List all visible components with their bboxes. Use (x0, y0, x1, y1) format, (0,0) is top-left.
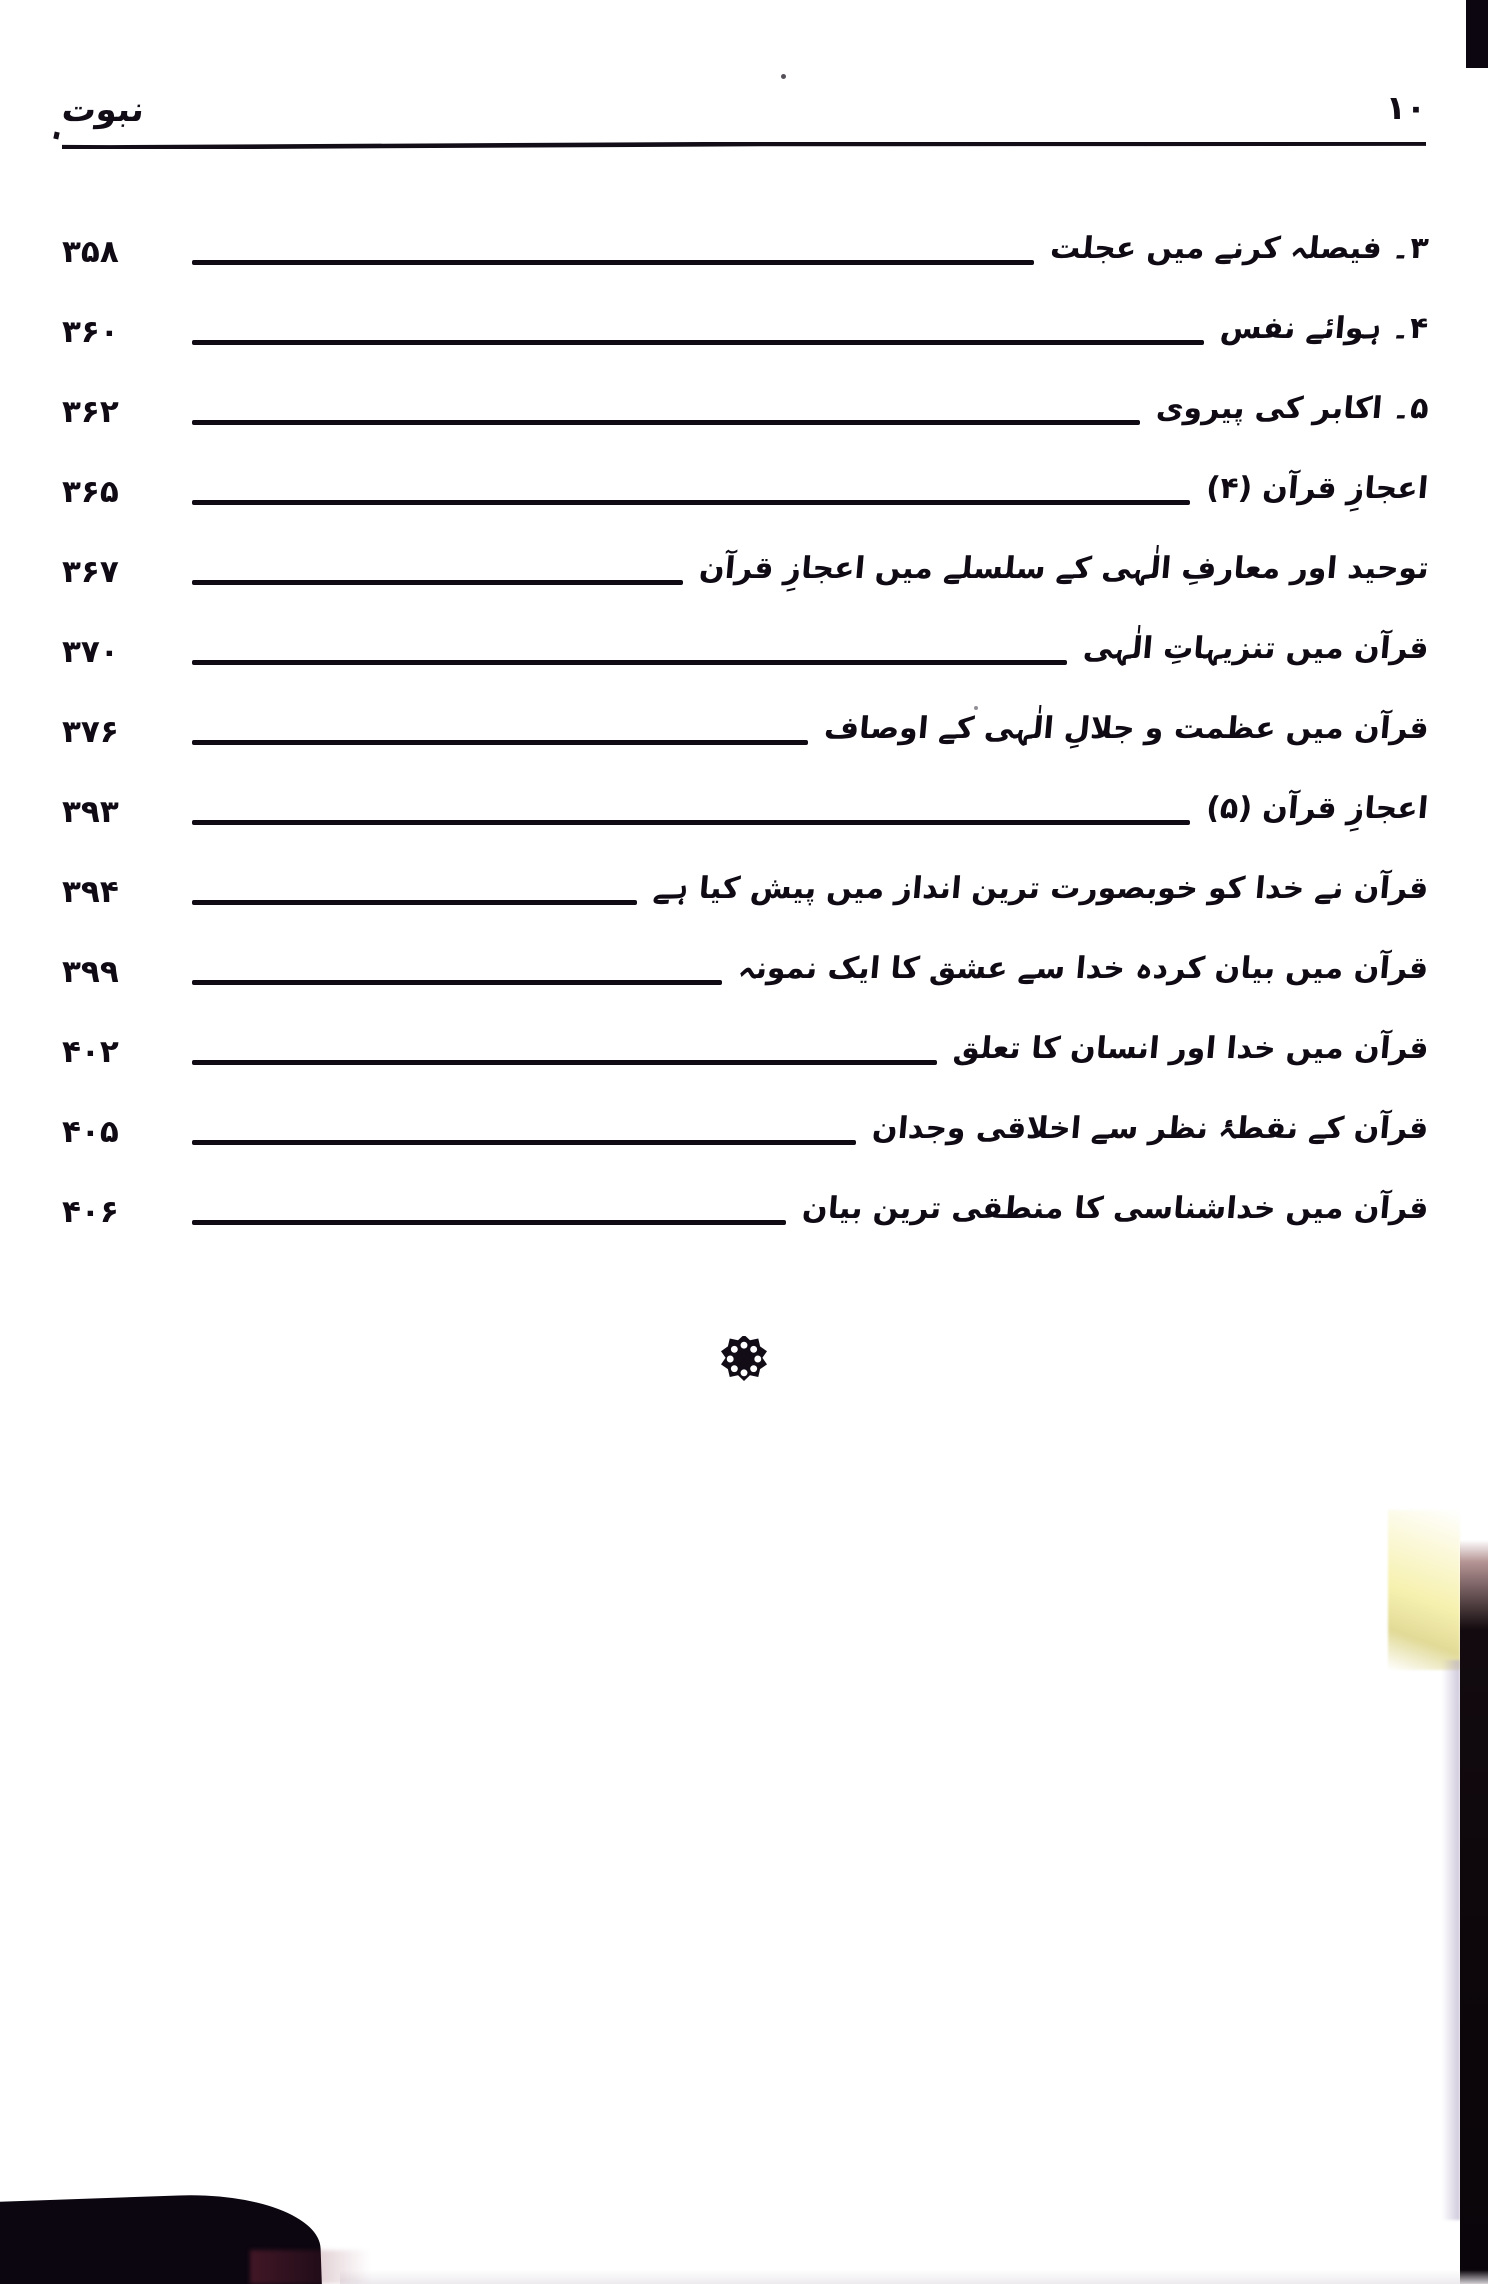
toc-entry-page: ۳۶۰ (62, 314, 119, 350)
toc-leader-line (180, 970, 736, 996)
toc-leader-line (180, 730, 822, 756)
toc-entry-page: ۳۶۵ (62, 474, 119, 510)
header-speck (781, 74, 786, 79)
toc-leader-line (180, 650, 1081, 676)
toc-leader-line (180, 1130, 870, 1156)
toc-leader-line (180, 890, 651, 916)
toc-row[interactable] (62, 436, 1430, 516)
toc-row[interactable] (62, 276, 1430, 356)
toc-entry-title: قرآن میں خداشناسی کا منطقی ترین بیان (800, 1191, 1430, 1227)
scan-artifact-top-right (1466, 0, 1488, 68)
scan-artifact-right-band (1460, 1540, 1488, 2284)
page-header (59, 86, 1426, 156)
toc-entry-page: ۴۰۵ (62, 1114, 119, 1150)
toc-leader-line (180, 250, 1048, 276)
toc-entry-page: ۴۰۲ (62, 1034, 119, 1070)
toc-entry-page: ۴۰۶ (62, 1194, 119, 1230)
toc-entry-page: ۳۷۰ (62, 634, 119, 670)
toc-row[interactable] (62, 996, 1430, 1076)
toc-entry-title: قرآن نے خدا کو خوبصورت ترین انداز میں پیش کیا ہے (651, 871, 1430, 907)
eight-point-star-icon (721, 1336, 767, 1382)
toc-entry-title: اعجازِ قرآن (۴) (1205, 471, 1430, 507)
toc-entry-page: ۳۹۴ (62, 874, 119, 910)
toc-leader-line (180, 1050, 951, 1076)
toc-entry-page: ۳۹۹ (62, 954, 119, 990)
scan-artifact-page-edge-glow (1388, 1510, 1460, 1670)
scan-artifact-bottom-left (0, 2191, 322, 2284)
toc-row[interactable] (62, 1156, 1430, 1236)
folio-number: ۱۰ (1385, 88, 1426, 127)
header-rule-end-dot (53, 132, 59, 140)
header-rule (62, 142, 1426, 149)
table-of-contents (62, 196, 1430, 1236)
toc-entry-title: اعجازِ قرآن (۵) (1205, 791, 1430, 827)
toc-entry-page: ۳۵۸ (62, 234, 119, 270)
toc-entry-title: قرآن میں خدا اور انسان کا تعلق (951, 1031, 1430, 1067)
toc-entry-title: قرآن میں تنزیہاتِ الٰہی (1081, 631, 1430, 667)
toc-row[interactable] (62, 756, 1430, 836)
toc-leader-line (180, 810, 1204, 836)
toc-entry-title: ۵۔ اکابر کی پیروی (1154, 391, 1430, 427)
scan-artifact-page-edge-seam (1442, 1660, 1460, 2220)
toc-entry-title: توحید اور معارفِ الٰہی کے سلسلے میں اعجازِ قرآن (697, 551, 1430, 587)
scan-artifact-bottom-left-tint (250, 2250, 370, 2284)
toc-entry-title: ۴۔ ہوائے نفس (1219, 311, 1430, 347)
toc-row[interactable] (62, 596, 1430, 676)
section-end-ornament-wrap (0, 1336, 1488, 1382)
toc-entry-title: قرآن میں عظمت و جلالِ الٰہی کے اوصاف (822, 711, 1430, 747)
toc-leader-line (180, 410, 1154, 436)
toc-entry-page: ۳۷۶ (62, 714, 119, 750)
toc-row[interactable] (62, 1076, 1430, 1156)
toc-row[interactable] (62, 356, 1430, 436)
toc-leader-line (180, 330, 1218, 356)
toc-entry-title: قرآن میں بیان کردہ خدا سے عشق کا ایک نمونہ (736, 951, 1430, 987)
toc-row[interactable] (62, 916, 1430, 996)
toc-leader-line (180, 490, 1204, 516)
toc-leader-line (180, 570, 697, 596)
toc-row[interactable] (62, 836, 1430, 916)
toc-row[interactable] (62, 196, 1430, 276)
toc-entry-title: قرآن کے نقطۂ نظر سے اخلاقی وجدان (870, 1111, 1430, 1147)
running-title: نبوت (59, 90, 147, 130)
toc-entry-page: ۳۹۳ (62, 794, 119, 830)
toc-entry-title: ۳۔ فیصلہ کرنے میں عجلت (1048, 231, 1430, 267)
toc-row[interactable] (62, 676, 1430, 756)
toc-row[interactable] (62, 516, 1430, 596)
toc-entry-page: ۳۶۷ (62, 554, 119, 590)
toc-entry-page: ۳۶۲ (62, 394, 119, 430)
toc-leader-line (180, 1210, 800, 1236)
scan-artifact-bottom-strip (340, 2270, 1488, 2284)
